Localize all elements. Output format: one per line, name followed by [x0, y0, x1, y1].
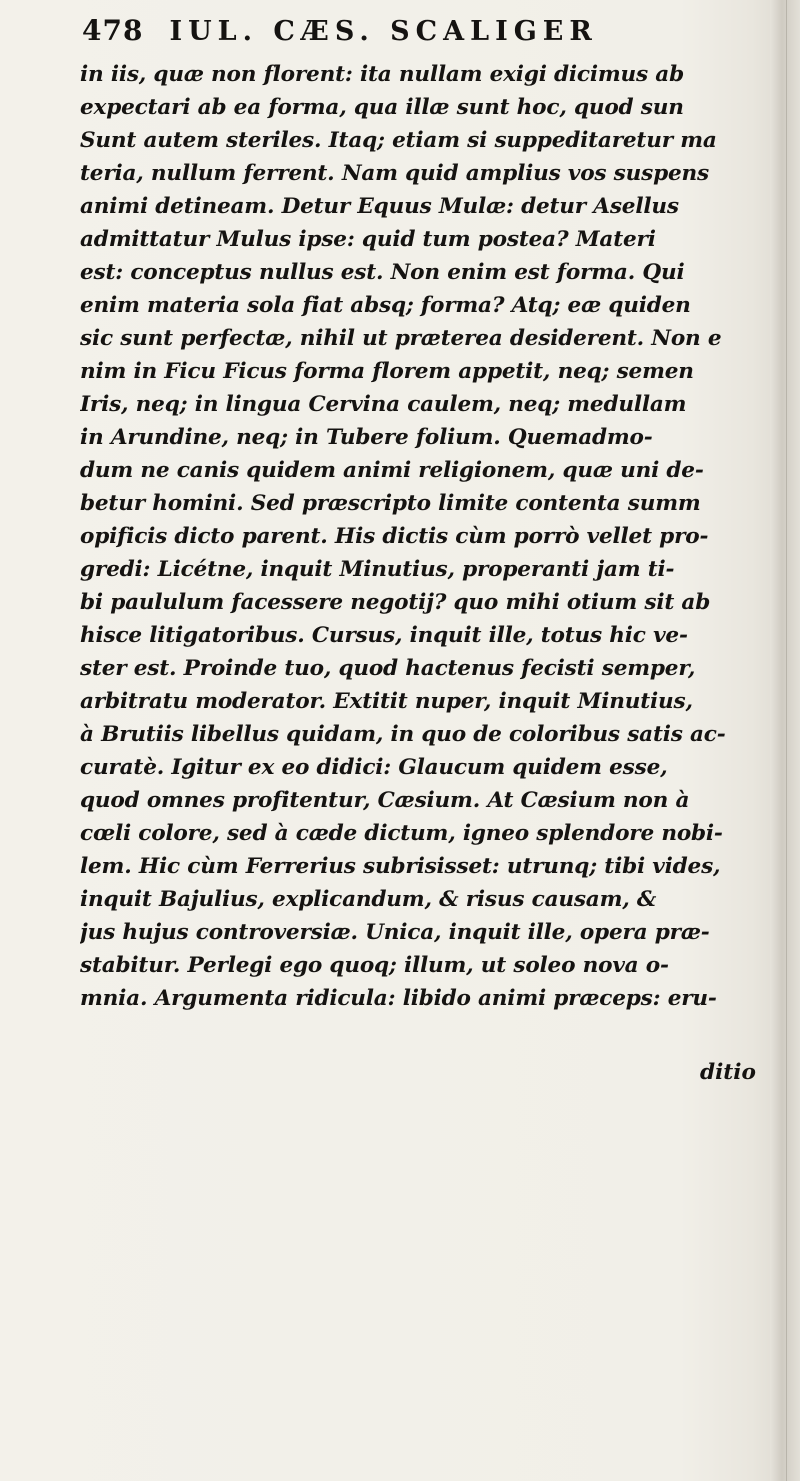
text-line: mnia. Argumenta ridicula: libido animi præceps: eru- — [80, 986, 717, 1011]
text-line: nim in Ficu Ficus forma florem appetit, neq; semen — [80, 359, 694, 384]
page-header — [82, 14, 762, 58]
text-line: dum ne canis quidem animi religionem, quæ uni de- — [80, 458, 704, 483]
page-number: 478 — [82, 14, 144, 47]
text-line: teria, nullum ferrent. Nam quid amplius vos suspens — [80, 161, 709, 186]
text-line: quod omnes profitentur, Cæsium. At Cæsium non à — [80, 788, 690, 813]
text-line: sic sunt perfectæ, nihil ut præterea desiderent. Non e — [80, 326, 722, 351]
binding-gutter — [770, 0, 800, 1481]
text-line: gredi: Licétne, inquit Minutius, properanti jam ti- — [80, 557, 675, 582]
text-line: opificis dicto parent. His dictis cùm porrò vellet pro- — [80, 524, 709, 549]
text-line: animi detineam. Detur Equus Mulæ: detur Asellus — [80, 194, 679, 219]
text-line: enim materia sola fiat absq; forma? Atq; eæ quiden — [80, 293, 691, 318]
text-line: ster est. Proinde tuo, quod hactenus fecisti semper, — [80, 656, 696, 681]
text-line: hisce litigatoribus. Cursus, inquit ille, totus hic ve- — [80, 623, 688, 648]
text-line: in Arundine, neq; in Tubere folium. Quemadmo- — [80, 425, 653, 450]
text-line: Sunt autem steriles. Itaq; etiam si suppeditaretur ma — [80, 128, 717, 153]
text-line: lem. Hic cùm Ferrerius subrisisset: utrunq; tibi vides, — [80, 854, 721, 879]
body-text — [80, 58, 770, 1015]
running-head: IUL. CÆS. SCALIGER — [169, 16, 598, 47]
text-line: expectari ab ea forma, qua illæ sunt hoc, quod sun — [80, 95, 684, 120]
text-line: à Brutiis libellus quidam, in quo de coloribus satis ac- — [80, 722, 726, 747]
catchword: ditio — [700, 1060, 756, 1085]
gutter-edge — [786, 0, 787, 1481]
text-line: in iis, quæ non florent: ita nullam exigi dicimus ab — [80, 62, 684, 87]
text-line: inquit Bajulius, explicandum, & risus causam, & — [80, 887, 657, 912]
text-line: bi paululum facessere negotij? quo mihi otium sit ab — [80, 590, 711, 615]
text-line: curatè. Igitur ex eo didici: Glaucum quidem esse, — [80, 755, 668, 780]
text-line: jus hujus controversiæ. Unica, inquit ille, opera præ- — [80, 920, 710, 945]
text-line: cœli colore, sed à cæde dictum, igneo splendore nobi- — [80, 821, 723, 846]
text-line: admittatur Mulus ipse: quid tum postea? Materi — [80, 227, 656, 252]
text-line: betur homini. Sed præscripto limite contenta summ — [80, 491, 701, 516]
text-line: stabitur. Perlegi ego quoq; illum, ut soleo nova o- — [80, 953, 669, 978]
text-line: est: conceptus nullus est. Non enim est forma. Qui — [80, 260, 685, 285]
text-line: Iris, neq; in lingua Cervina caulem, neq; medullam — [80, 392, 687, 417]
text-line: arbitratu moderator. Extitit nuper, inquit Minutius, — [80, 689, 693, 714]
